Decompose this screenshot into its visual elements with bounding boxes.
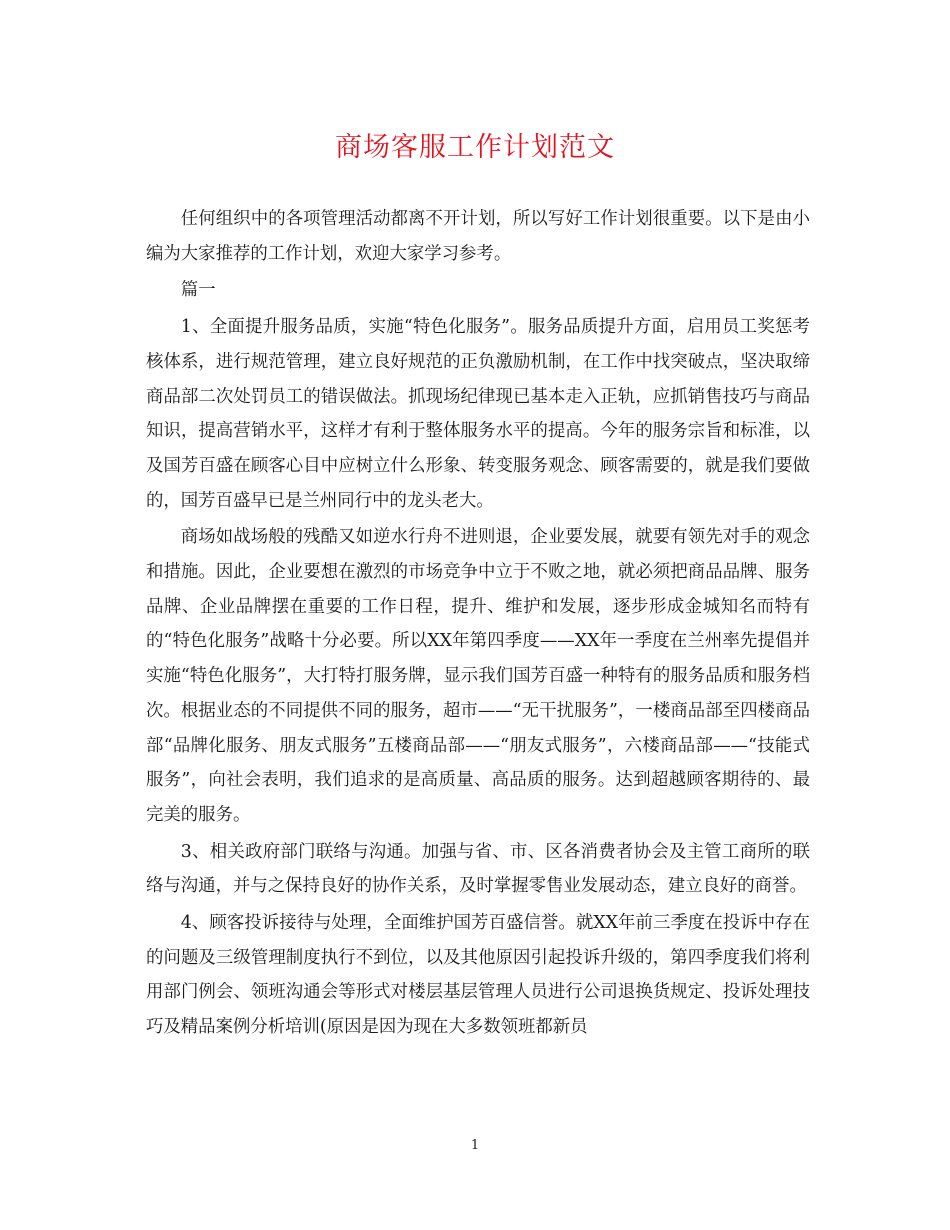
document-body — [146, 202, 810, 1047]
paragraph-item-3: 3、相关政府部门联络与沟通。加强与省、市、区各消费者协会及主管工商所的联络与沟通，并与之保持良好的协作关系，及时掌握零售业发展动态，建立良好的商誉。 — [146, 841, 810, 897]
paragraph-item-4: 4、顾客投诉接待与处理，全面维护国芳百盛信誉。就XX年前三季度在投诉中存在的问题及三级管理制度执行不到位，以及其他原因引起投诉升级的，第四季度我们将利用部门例会、领班沟通会等形式对楼层基层管理人员进行公司退换货规定、投诉处理技巧及精品案例分析培训(原因是因为现在大多数领班都新员 — [146, 913, 810, 1038]
document-title: 商场客服工作计划范文 — [335, 132, 615, 163]
paragraph-item-1: 1、全面提升服务品质，实施“特色化服务”。服务品质提升方面，启用员工奖惩考核体系，进行规范管理，建立良好规范的正负激励机制，在工作中找突破点，坚决取缔商品部二次处罚员工的错误做法。抓现场纪律现已基本走入正轨，应抓销售技巧与商品知识，提高营销水平，这样才有利于整体服务水平的提高。今年的服务宗旨和标准，以及国芳百盛在顾客心目中应树立什么形象、转变服务观念、顾客需要的，就是我们要做的，国芳百盛早已是兰州同行中的龙头老大。 — [146, 317, 810, 511]
page-number: 1 — [470, 1138, 480, 1153]
paragraph-intro: 任何组织中的各项管理活动都离不开计划，所以写好工作计划很重要。以下是由小编为大家推荐的工作计划，欢迎大家学习参考。 — [146, 209, 810, 264]
paragraph-section-heading: 篇一 — [180, 280, 216, 301]
paragraph-market: 商场如战场般的残酷又如逆水行舟不进则退，企业要发展，就要有领先对手的观念和措施。因此，企业要想在激烈的市场竞争中立于不败之地，就必须把商品品牌、服务品牌、企业品牌摆在重要的工作日程，提升、维护和发展，逐步形成金城知名而特有的“特色化服务”战略十分必要。所以XX年第四季度——XX年一季度在兰州率先提倡并实施“特色化服务”，大打特打服务牌，显示我们国芳百盛一种特有的服务品质和服务档次。根据业态的不同提供不同的服务，超市——“无干扰服务”，一楼商品部至四楼商品部“品牌化服务、朋友式服务”五楼商品部——“朋友式服务”，六楼商品部——“技能式服务”，向社会表明，我们追求的是高质量、高品质的服务。达到超越顾客期待的、最完美的服务。 — [146, 527, 810, 825]
